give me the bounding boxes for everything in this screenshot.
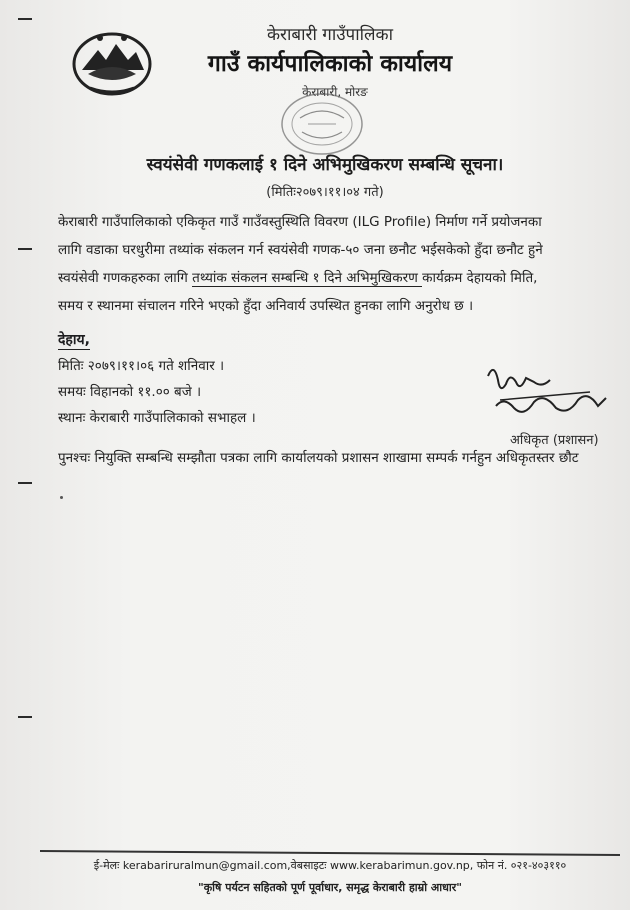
postscript-note: पुनश्चः नियुक्ति सम्बन्धि सम्झौता पत्रका लागि कार्यालयको प्रशासन शाखामा सम्पर्क गर्नहुन अधिकृतस्तर छौट	[58, 450, 579, 466]
binder-mark	[18, 716, 32, 718]
binder-mark	[18, 482, 32, 484]
body-text: स्वयंसेवी गणकहरुका लागि	[58, 270, 193, 286]
municipality-name: केराबारी गाउँपालिका	[266, 25, 394, 45]
footer-divider	[40, 850, 620, 856]
underlined-program-name: तथ्यांक संकलन सम्बन्धि १ दिने अभिमुखिकरण	[192, 270, 423, 286]
office-name: गाउँ कार्यपालिकाको कार्यालय	[207, 51, 453, 77]
details-heading: देहाय,	[58, 332, 90, 348]
event-date: मितिः २०७९।११।०६ गते शनिवार ।	[58, 358, 225, 374]
footer-contact: ई-मेलः kerabariruralmun@gmail.com,वेबसाइटः www.kerabarimun.gov.np, फोन नं. ०२१-४०३११०	[93, 859, 567, 872]
binder-mark	[18, 18, 32, 20]
event-time: समयः विहानको ११.०० बजे ।	[58, 384, 202, 400]
footer-slogan: "कृषि पर्यटन सहितको पूर्ण पूर्वाधार, समृद्ध केराबारी हाम्रो आधार"	[198, 881, 462, 894]
binder-mark	[18, 248, 32, 250]
body-line: लागि वडाका घरधुरीमा तथ्यांक संकलन गर्न स्वयंसेवी गणक-५० जना छनौट भईसकेको हुँदा छनौट हुने	[58, 242, 543, 258]
signatory-designation: अधिकृत (प्रशासन)	[510, 433, 599, 448]
notice-subject: स्वयंसेवी गणकलाई १ दिने अभिमुखिकरण सम्बन्धि सूचना।	[146, 155, 504, 175]
handwritten-signature-icon	[480, 358, 620, 438]
notice-date: (मितिः२०७९।११।०४ गते)	[266, 185, 384, 200]
ink-dot	[60, 496, 63, 499]
office-stamp-icon	[274, 88, 370, 160]
body-text: कार्यक्रम देहायको मिति,	[422, 270, 538, 286]
event-place: स्थानः केराबारी गाउँपालिकाको सभाहल ।	[58, 410, 256, 426]
office-location: केराबारी, मोरङ	[302, 85, 368, 99]
body-line	[58, 268, 537, 286]
body-line: समय र स्थानमा संचालन गरिने भएको हुँदा अनिवार्य उपस्थित हुनका लागि अनुरोध छ ।	[58, 298, 474, 314]
body-line: केराबारी गाउँपालिकाको एकिकृत गाउँ गाउँवस्तुस्थिति विवरण (ILG Profile) निर्माण गर्ने प्रयोजनका	[58, 214, 542, 230]
